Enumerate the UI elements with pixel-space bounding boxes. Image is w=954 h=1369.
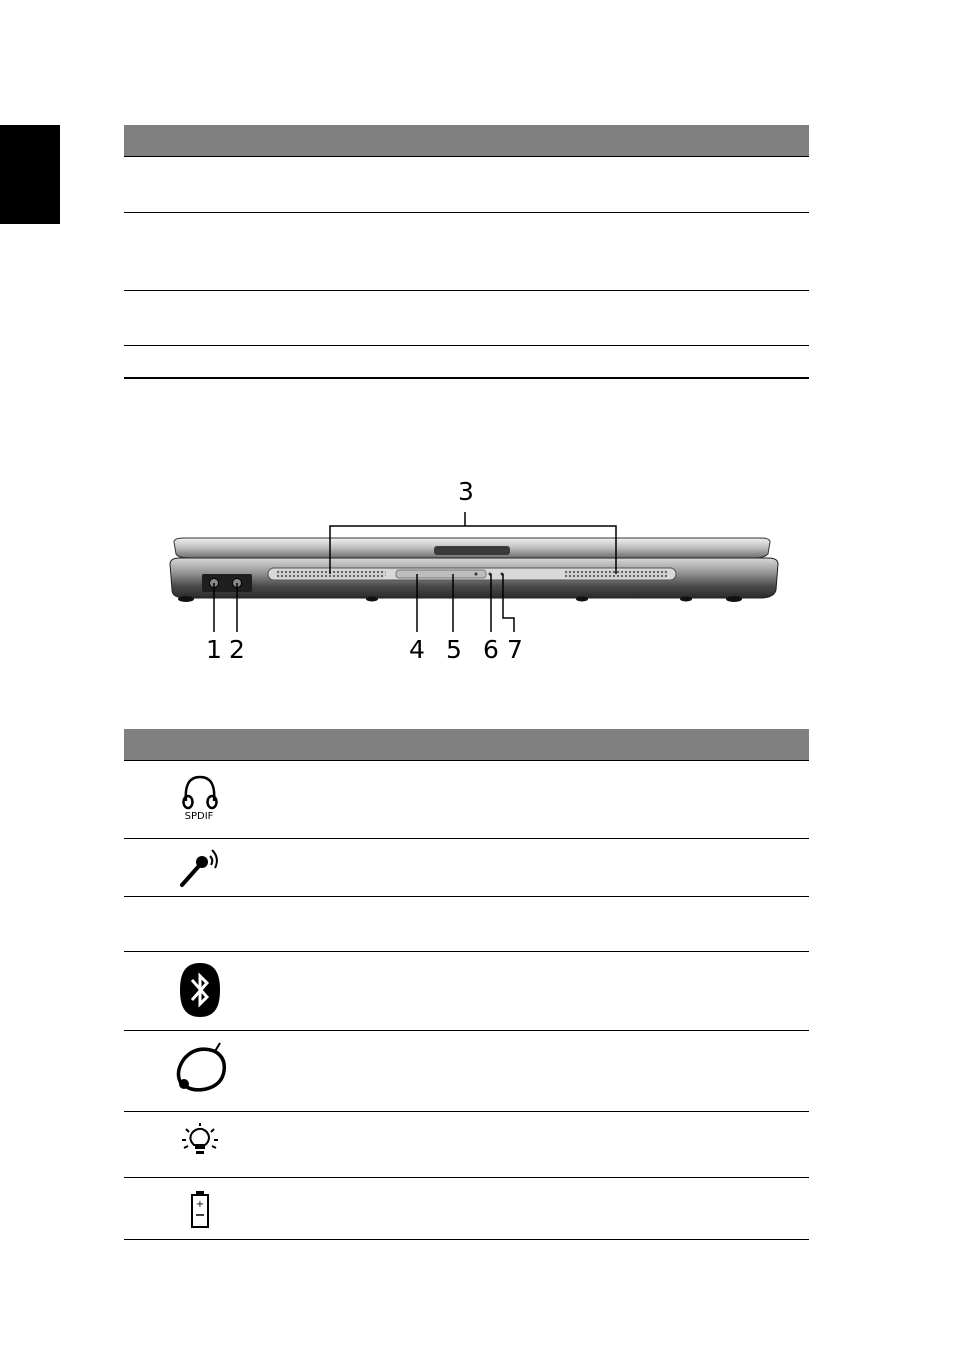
- callout-2: 2: [229, 635, 245, 664]
- speaker-left: [276, 570, 386, 578]
- table-rule: [124, 290, 809, 291]
- callout-4: 4: [409, 635, 425, 664]
- bluetooth-icon: [174, 961, 226, 1019]
- microphone-icon: [174, 847, 226, 889]
- table-rule: [124, 896, 809, 897]
- callout-3: 3: [458, 478, 474, 506]
- callout-5: 5: [446, 635, 462, 664]
- callout-7: 7: [507, 635, 523, 664]
- top-table: [124, 125, 809, 380]
- lid-latch: [434, 546, 510, 555]
- table-rule: [124, 1111, 809, 1112]
- table-header: [124, 125, 809, 156]
- battery-icon: [174, 1189, 226, 1229]
- table-rule: [124, 1177, 809, 1178]
- table-bottom-rule: [124, 1239, 809, 1240]
- laptop-front-illustration: [164, 478, 794, 668]
- table-rule: [124, 156, 809, 157]
- table-header: [124, 729, 809, 760]
- laptop-front-view-figure: [164, 478, 794, 668]
- wireless-lan-icon: [174, 1039, 230, 1095]
- svg-text:SPDIF: SPDIF: [184, 811, 214, 821]
- callout-6: 6: [483, 635, 499, 664]
- table-rule: [124, 345, 809, 346]
- svg-text:+: +: [195, 1199, 205, 1210]
- table-rule: [124, 951, 809, 952]
- table-rule: [124, 838, 809, 839]
- table-rule: [124, 212, 809, 213]
- power-indicator-icon: [174, 1123, 226, 1163]
- table-rule: [124, 1030, 809, 1031]
- bottom-table: [124, 729, 809, 1241]
- table-bottom-rule: [124, 377, 809, 379]
- headphones-spdif-icon: [174, 771, 226, 821]
- language-side-tab: [0, 125, 60, 224]
- switch-area: [396, 570, 486, 578]
- callout-1: 1: [206, 635, 222, 664]
- table-rule: [124, 760, 809, 761]
